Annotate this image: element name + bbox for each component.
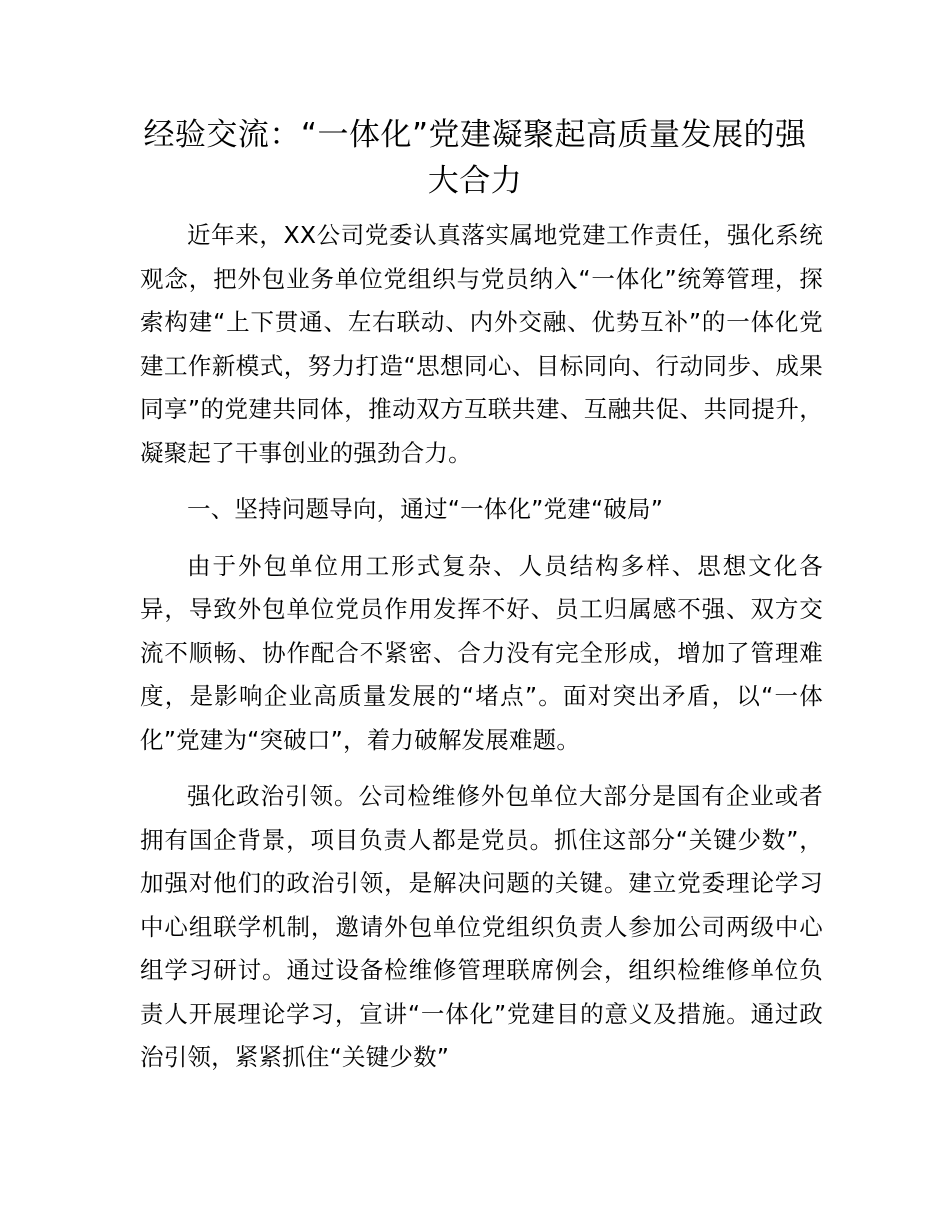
- document-body: [140, 214, 823, 1093]
- paragraph-intro: 近年来，XX公司党委认真落实属地党建工作责任，强化系统观念，把外包业务单位党组织与党员纳入“一体化”统筹管理，探索构建“上下贯通、左右联动、内外交融、优势互补”的一体化党建工作新模式，努力打造“思想同心、目标同向、行动同步、成果同享”的党建共同体，推动双方互联共建、互融共促、共同提升，凝聚起了干事创业的强劲合力。: [140, 221, 823, 467]
- paragraph-problem: 由于外包单位用工形式复杂、人员结构多样、思想文化各异，导致外包单位党员作用发挥不好、员工归属感不强、双方交流不顺畅、协作配合不紧密、合力没有完全形成，增加了管理难度，是影响企业高质量发展的“堵点”。面对突出矛盾，以“一体化”党建为“突破口”，着力破解发展难题。: [140, 551, 823, 754]
- section-heading-1: 一、坚持问题导向，通过“一体化”党建“破局”: [187, 495, 664, 523]
- document-title: 经验交流：“一体化”党建凝聚起高质量发展的强大合力: [143, 117, 807, 199]
- paragraph-political-guidance: 强化政治引领。公司检维修外包单位大部分是国有企业或者拥有国企背景，项目负责人都是党员。抓住这部分“关键少数”，加强对他们的政治引领，是解决问题的关键。建立党委理论学习中心组联学机制，邀请外包单位党组织负责人参加公司两级中心组学习研讨。通过设备检维修管理联席例会，组织检维修单位负责人开展理论学习，宣讲“一体化”党建目的意义及措施。通过政治引领，紧紧抓住“关键少数”: [140, 782, 823, 1071]
